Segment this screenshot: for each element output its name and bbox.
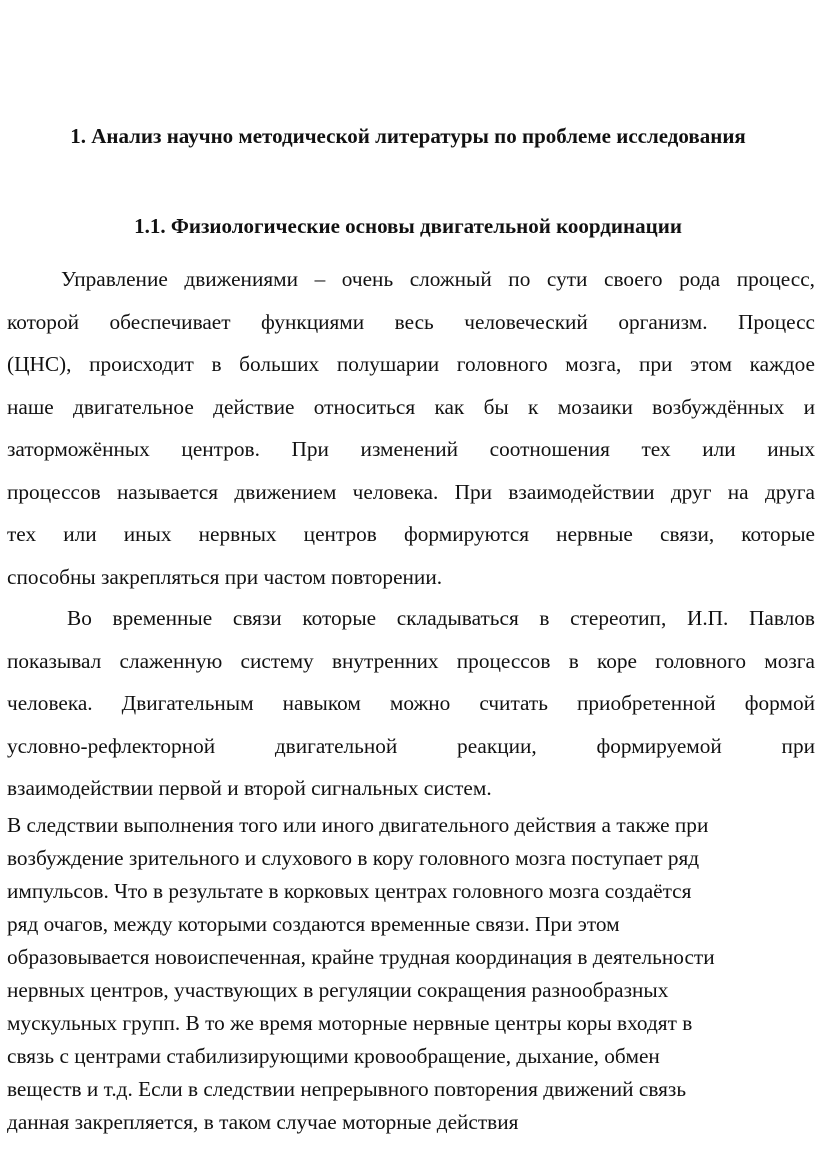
text-line: способны закрепляться при частом повторении.	[7, 564, 443, 589]
paragraph-movement-control	[7, 258, 815, 598]
text-line: взаимодействии первой и второй сигнальных систем.	[7, 776, 492, 800]
text-line: В следствии выполнения того или иного двигательного действия а также при	[7, 813, 709, 837]
text-line: нервных центров, участвующих в регуляции сокращения разнообразных	[7, 978, 669, 1002]
text-line: веществ и т.д. Если в следствии непрерывного повторения движений связь	[7, 1077, 687, 1101]
text-line: процессов называется движением человека. При взаимодействии друг на друга	[7, 479, 815, 504]
text-line: человека. Двигательным навыком можно считать приобретенной формой	[7, 691, 815, 715]
subsection-heading: 1.1. Физиологические основы двигательной координации	[134, 214, 682, 238]
text-line: импульсов. Что в результате в корковых центрах головного мозга создаётся	[7, 879, 692, 903]
section-heading: 1. Анализ научно методической литературы по проблеме исследования	[70, 124, 746, 148]
text-line: наше двигательное действие относиться как бы к мозаики возбуждённых и	[7, 394, 815, 419]
text-line: показывал слаженную систему внутренних процессов в коре головного мозга	[7, 648, 815, 673]
text-line: Управление движениями – очень сложный по сути своего рода процесс,	[61, 267, 815, 291]
text-line: возбуждение зрительного и слухового в кору головного мозга поступает ряд	[7, 846, 700, 870]
text-line: заторможённых центров. При изменений соотношения тех или иных	[7, 437, 815, 461]
text-line: данная закрепляется, в таком случае моторные действия	[7, 1110, 519, 1134]
paragraph-motor-action	[7, 809, 816, 1139]
text-line: образовывается новоиспеченная, крайне трудная координация в деятельности	[7, 945, 715, 969]
text-line: тех или иных нервных центров формируются нервные связи, которые	[7, 522, 815, 546]
text-line: Во временные связи которые складываться в стереотип, И.П. Павлов	[67, 606, 815, 630]
paragraph-temporal-connections	[7, 597, 815, 810]
text-line: мускульных групп. В то же время моторные нервные центры коры входят в	[7, 1011, 693, 1035]
text-line: связь с центрами стабилизирующими кровообращение, дыхание, обмен	[7, 1044, 660, 1068]
text-line: (ЦНС), происходит в больших полушарии головного мозга, при этом каждое	[7, 352, 815, 376]
text-line: которой обеспечивает функциями весь человеческий организм. Процесс	[7, 309, 815, 334]
text-line: ряд очагов, между которыми создаются временные связи. При этом	[7, 912, 620, 936]
text-line: условно-рефлекторной двигательной реакции, формируемой при	[7, 733, 815, 758]
